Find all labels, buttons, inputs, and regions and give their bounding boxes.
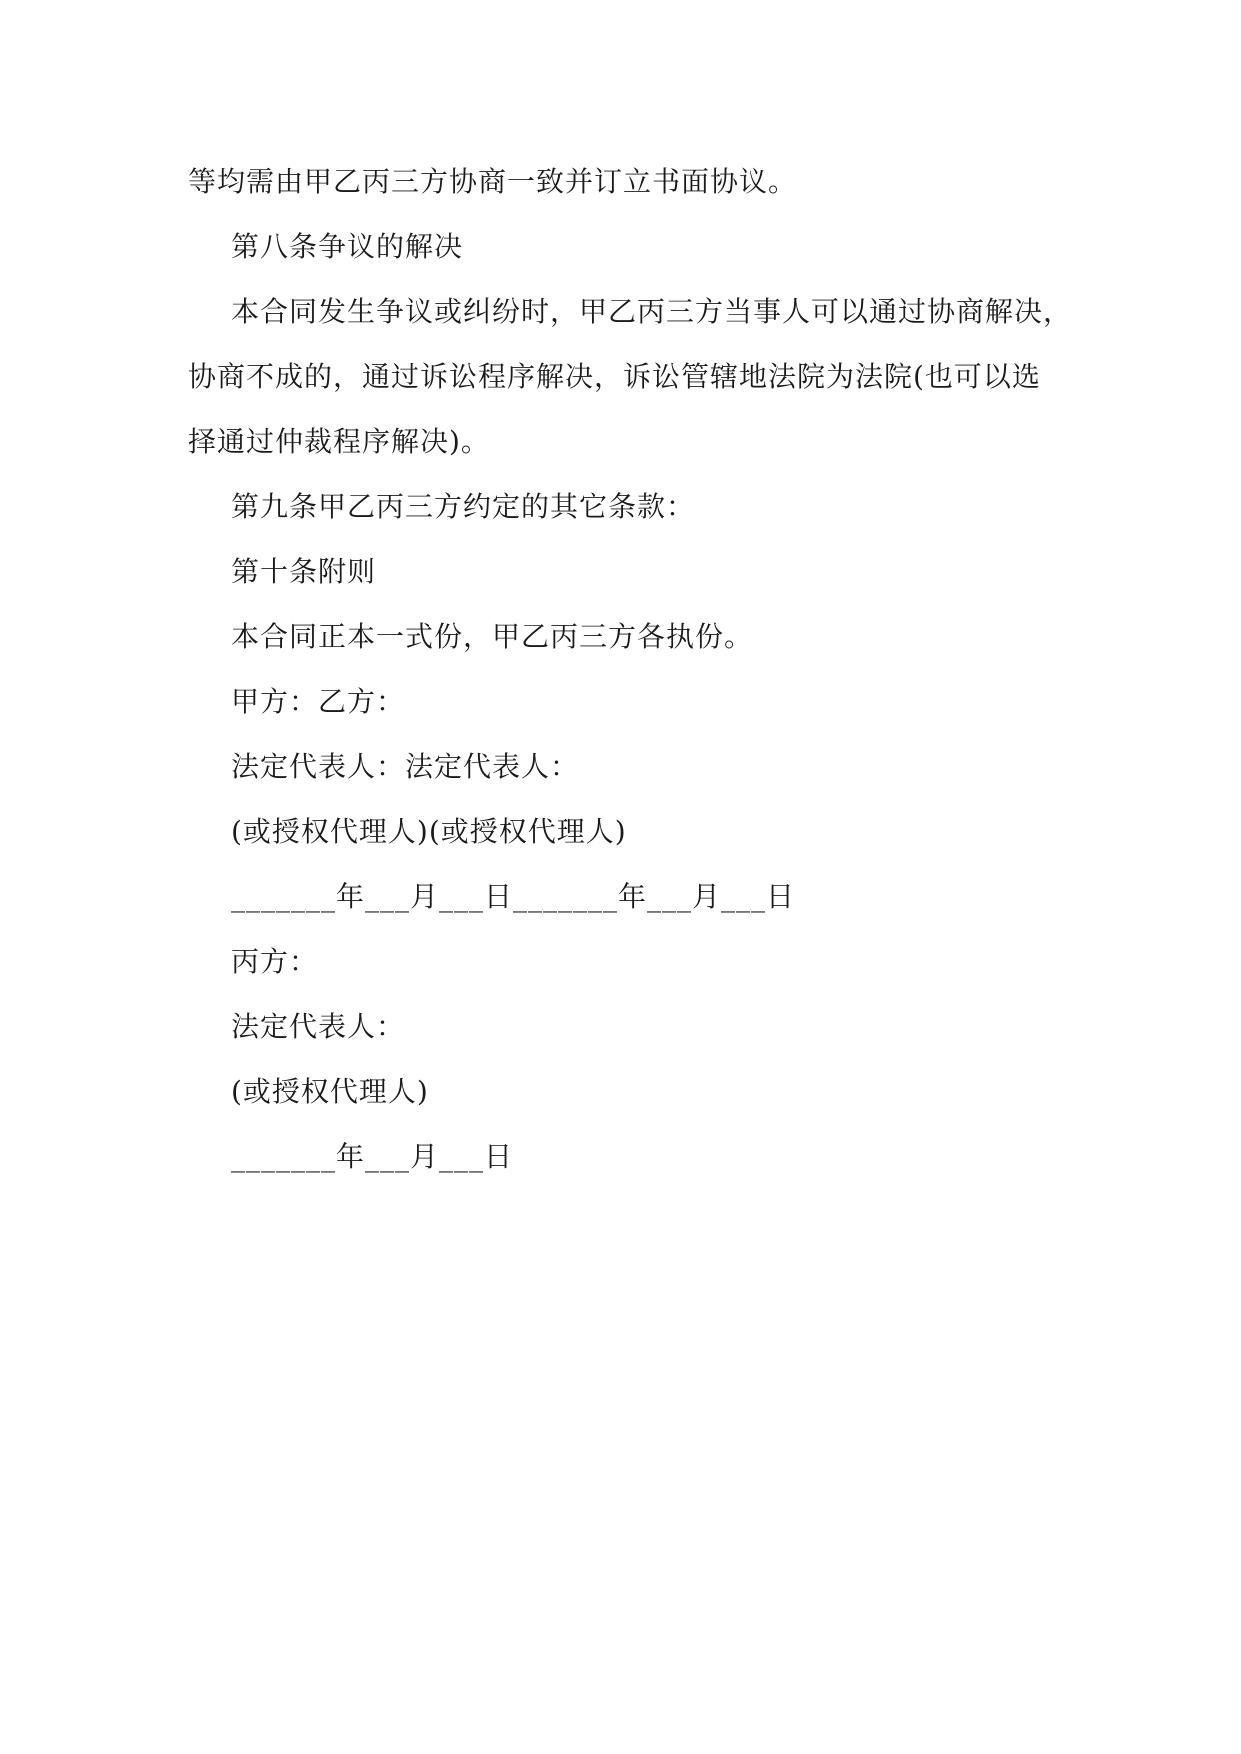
section-heading: 第九条甲乙丙三方约定的其它条款： (231, 490, 696, 523)
paragraph-line: 本合同发生争议或纠纷时，甲乙丙三方当事人可以通过协商解决， (231, 295, 1073, 328)
signature-agent-c: (或授权代理人) (231, 1075, 429, 1108)
signature-dates: _______年___月___日_______年___月___日 (231, 880, 796, 913)
paragraph-line: 等均需由甲乙丙三方协商一致并订立书面协议。 (188, 165, 798, 198)
signature-representatives: 法定代表人：法定代表人： (231, 750, 580, 783)
signature-date-c: _______年___月___日 (231, 1140, 514, 1173)
paragraph-line: 择通过仲裁程序解决)。 (188, 425, 490, 458)
signature-parties: 甲方：乙方： (231, 685, 406, 718)
paragraph-line: 本合同正本一式份，甲乙丙三方各执份。 (231, 620, 754, 653)
signature-representative-c: 法定代表人： (231, 1010, 406, 1043)
paragraph-line: 协商不成的，通过诉讼程序解决，诉讼管辖地法院为法院(也可以选 (188, 360, 1041, 393)
section-heading: 第八条争议的解决 (231, 230, 464, 263)
signature-agents: (或授权代理人)(或授权代理人) (231, 815, 627, 848)
section-heading: 第十条附则 (231, 555, 377, 588)
signature-party-c: 丙方： (231, 945, 319, 978)
